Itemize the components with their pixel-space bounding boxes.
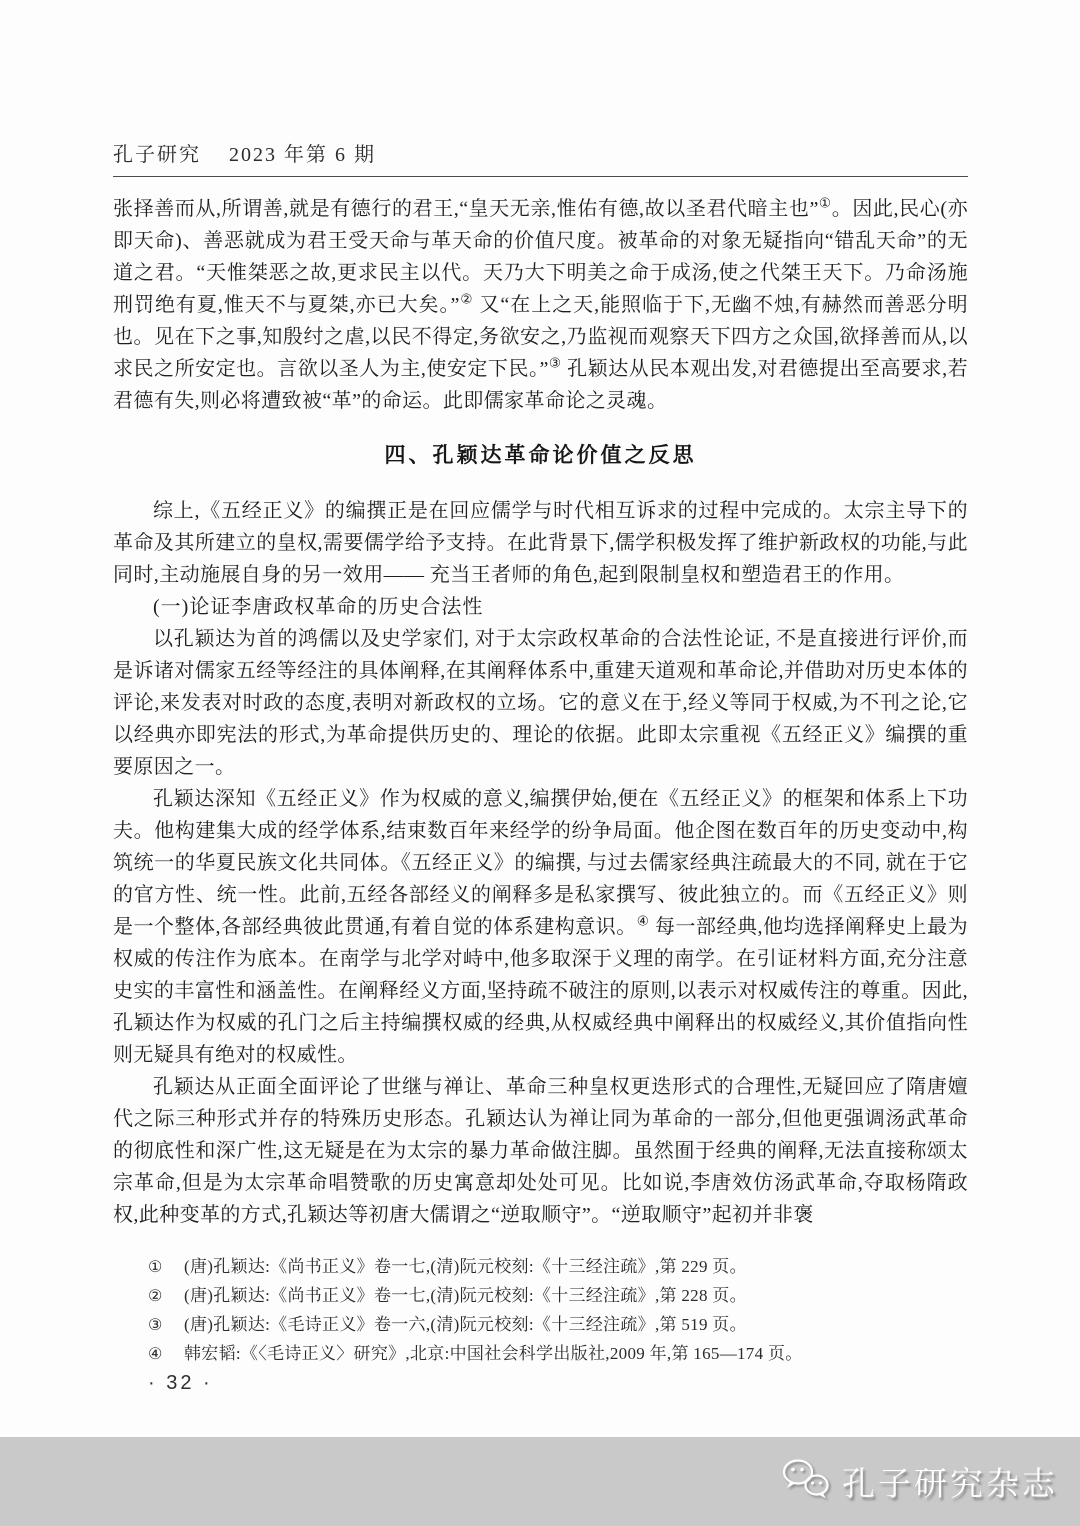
scan-bottom-band [0,1437,1080,1526]
footnote-item [148,1253,968,1282]
journal-title: 孔子研究 [113,144,201,166]
footnote-marker: ① [148,1259,163,1276]
running-head [113,138,968,177]
publisher-watermark [780,1457,1058,1506]
paragraph: 孔颖达从正面全面评论了世继与禅让、革命三种皇权更迭形式的合理性,无疑回应了隋唐嬗代之际三种形式并存的特殊历史形态。孔颖达认为禅让同为革命的一部分,但他更强调汤武革命的彻底性和深广性,这无疑是在为太宗的暴力革命做注脚。虽然囿于经典的阐释,无法直接称颂太宗革命,但是为太宗革命唱赞歌的历史寓意却处处可见。比如说,李唐效仿汤武革命,夺取杨隋政权,此种变革的方式,孔颖达等初唐大儒谓之“逆取顺守”。“逆取顺守”起初并非褒 [113,1076,968,1226]
paragraph: 孔颖达深知《五经正义》作为权威的意义,编撰伊始,便在《五经正义》的框架和体系上下功夫。他构建集大成的经学体系,结束数百年来经学的纷争局面。他企图在数百年的历史变动中,构筑统一的华夏民族文化共同体。《五经正义》的编撰, 与过去儒家经典注疏最大的不同, 就在于它的官方性、统一性。此前,五经各部经义的阐释多是私家撰写、彼此独立的。而《五经正义》则是一个整体,各部经典彼此贯通,有着自觉的体系建构意识。④ 每一部经典,他均选择阐释史上最为权威的传注作为底本。在南学与北学对峙中,他多取深于义理的南学。在引证材料方面,充分注意史实的丰富性和涵盖性。在阐释经义方面,坚持疏不破注的原则,以表示对权威传注的尊重。因此,孔颖达作为权威的孔门之后主持编撰权威的经典,从权威经典中阐释出的权威经义,其价值指向性则无疑具有绝对的权威性。 [113,788,968,1066]
footnote-marker: ② [148,1288,163,1305]
article-body [113,193,968,1231]
footnote-text: (唐)孔颖达:《尚书正义》卷一七,(清)阮元校刻:《十三经注疏》,第 229 页。 [184,1257,747,1276]
footnote-text: (唐)孔颖达:《毛诗正义》卷一六,(清)阮元校刻:《十三经注疏》,第 519 页。 [184,1315,747,1334]
watermark-label: 孔子研究杂志 [842,1465,1058,1502]
paragraph-continued: 张择善而从,所谓善,就是有德行的君王,“皇天无亲,惟佑有德,故以圣君代暗主也”①。因此,民心(亦即天命)、善恶就成为君王受天命与革天命的价值尺度。被革命的对象无疑指向“错乱天命”的无道之君。“天惟桀恶之故,更求民主以代。天乃大下明美之命于成汤,使之代桀王天下。乃命汤施刑罚绝有夏,惟天不与夏桀,亦已大矣。”② 又“在上之天,能照临于下,无幽不烛,有赫然而善恶分明也。见在下之事,知殷纣之虐,以民不得定,务欲安之,乃监视而观察天下四方之众国,欲择善而从,以求民之所安定也。言欲以圣人为主,使安定下民。”③ 孔颖达从民本观出发,对君德提出至高要求,若君德有失,则必将遭致被“革”的命运。此即儒家革命论之灵魂。 [113,195,968,412]
footnote-marker: ③ [148,1317,163,1334]
footnote-item [148,1282,968,1311]
footnote-item [148,1340,968,1369]
footnote-marker: ④ [148,1346,163,1363]
wechat-icon [780,1457,832,1506]
footnote-text: (唐)孔颖达:《尚书正义》卷一七,(清)阮元校刻:《十三经注疏》,第 228 页。 [184,1286,747,1305]
paragraph: 以孔颖达为首的鸿儒以及史学家们, 对于太宗政权革命的合法性论证, 不是直接进行评价,而是诉诸对儒家五经等经注的具体阐释,在其阐释体系中,重建天道观和革命论,并借助对历史本体的评论,来发表对时政的态度,表明对新政权的立场。它的意义在于,经义等同于权威,为不刊之论,它以经典亦即宪法的形式,为革命提供历史的、理论的依据。此即太宗重视《五经正义》编撰的重要原因之一。 [113,628,968,778]
section-heading: 四、孔颖达革命论价值之反思 [384,443,697,467]
paragraph: 综上,《五经正义》的编撰正是在回应儒学与时代相互诉求的过程中完成的。太宗主导下的革命及其所建立的皇权,需要儒学给予支持。在此背景下,儒学积极发挥了维护新政权的功能,与此同时,主动施展自身的另一效用—— 充当王者师的角色,起到限制皇权和塑造君王的作用。 [113,500,968,586]
issue-label: 2023 年第 6 期 [229,144,376,166]
subsection-heading: (一)论证李唐政权革命的历史合法性 [153,596,484,618]
page-number: · 32 · [148,1372,213,1394]
footnote-item [148,1311,968,1340]
page-content [113,138,968,1231]
footnotes-block [148,1253,968,1369]
footnote-text: 韩宏韬:《〈毛诗正义〉研究》,北京:中国社会科学出版社,2009 年,第 165—174 页。 [184,1344,803,1363]
